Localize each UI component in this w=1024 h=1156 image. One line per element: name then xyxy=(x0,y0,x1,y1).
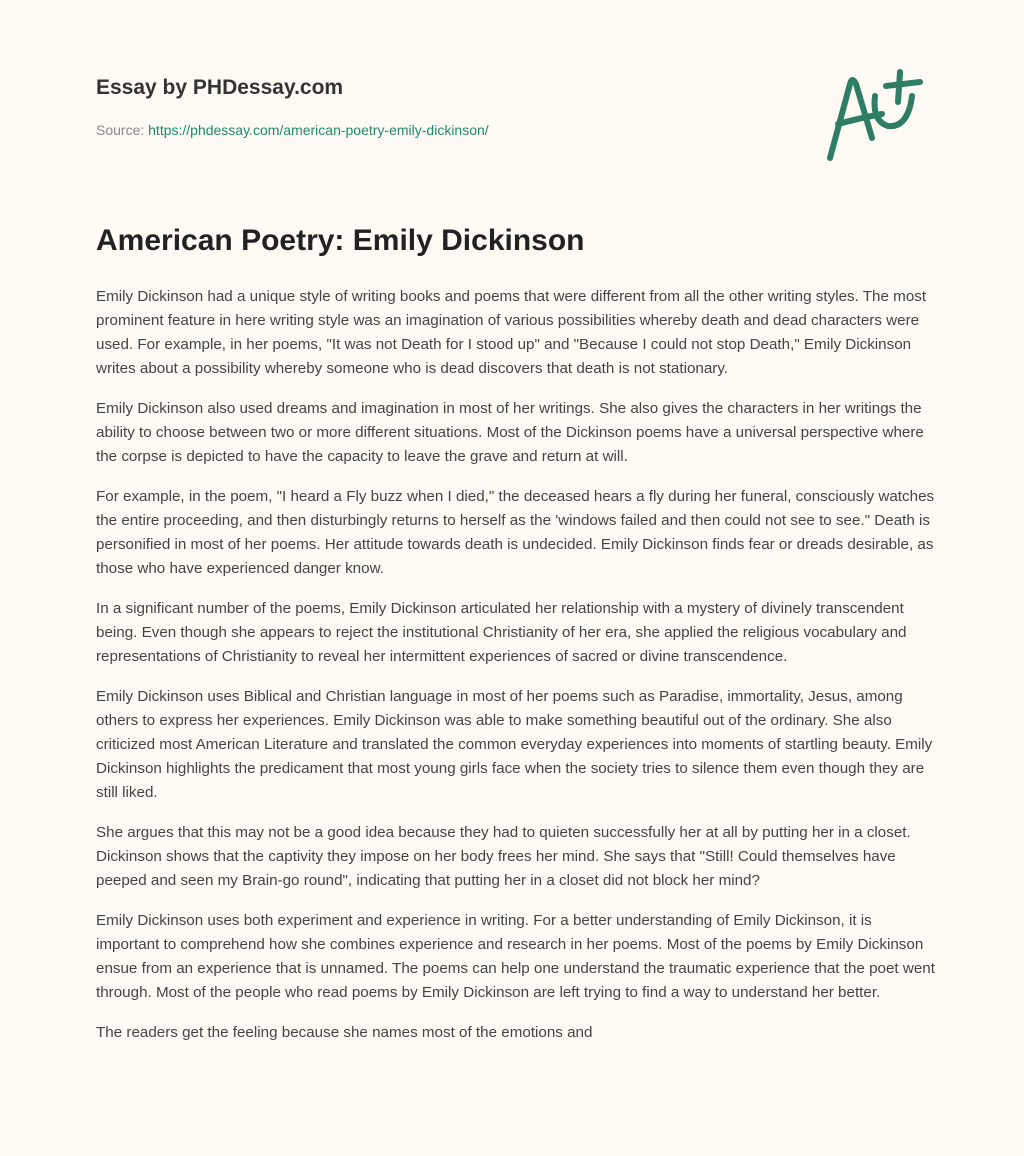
paragraph: Emily Dickinson had a unique style of writing books and poems that were different from all the other writing styles. The most prominent feature in here writing style was an imagination of various possibilities whereby death and dead characters were used. For example, in her poems, "It was not Death for I stood up" and "Because I could not stop Death," Emily Dickinson writes about a possibility whereby someone who is dead discovers that death is not stationary. xyxy=(96,288,927,377)
header xyxy=(96,76,489,138)
paragraph: Emily Dickinson uses Biblical and Christian language in most of her poems such as Paradise, immortality, Jesus, among others to express her experiences. Emily Dickinson was able to make something beautiful out of the ordinary. She also criticized most American Literature and translated the common everyday experiences into moments of startling beauty. Emily Dickinson highlights the predicament that most young girls face when the society tries to silence them even though they are still liked. xyxy=(96,688,933,801)
source-link[interactable]: https://phdessay.com/american-poetry-emily-dickinson/ xyxy=(148,122,489,138)
paragraph: In a significant number of the poems, Emily Dickinson articulated her relationship with a mystery of divinely transcendent being. Even though she appears to reject the institutional Christianity of her era, she applied the religious vocabulary and representations of Christianity to reveal her intermittent experiences of sacred or divine transcendence. xyxy=(96,600,907,665)
paragraph: For example, in the poem, "I heard a Fly buzz when I died," the deceased hears a fly during her funeral, consciously watches the entire proceeding, and then disturbingly returns to herself as the 'windows failed and then could not see to see." Death is personified in most of her poems. Her attitude towards death is undecided. Emily Dickinson finds fear or dreads desirable, as those who have experienced danger know. xyxy=(96,488,935,577)
paragraph: She argues that this may not be a good idea because they had to quieten successfully her at all by putting her in a closet. Dickinson shows that the captivity they impose on her body frees her mind. She says that "Still! Could themselves have peeped and seen my Brain-go round", indicating that putting her in a closet did not block her mind? xyxy=(96,824,911,889)
essay-body xyxy=(96,285,938,1061)
paragraph: Emily Dickinson uses both experiment and experience in writing. For a better understanding of Emily Dickinson, it is important to comprehend how she combines experience and research in her poems. Most of the poems by Emily Dickinson ensue from an experience that is unnamed. The poems can help one understand the traumatic experience that the poet went through. Most of the people who read poems by Emily Dickinson are left trying to find a way to understand her better. xyxy=(96,912,935,1001)
paragraph: The readers get the feeling because she names most of the emotions and xyxy=(96,1024,593,1041)
source-label: Source: xyxy=(96,122,145,138)
a-plus-logo-icon xyxy=(820,66,930,166)
brand-name: Essay by PHDessay.com xyxy=(96,76,344,99)
source-line xyxy=(96,122,489,138)
essay-title: American Poetry: Emily Dickinson xyxy=(96,224,585,257)
paragraph: Emily Dickinson also used dreams and imagination in most of her writings. She also gives the characters in her writings the ability to choose between two or more different situations. Most of the Dickinson poems have a universal perspective where the corpse is depicted to have the capacity to leave the grave and return at will. xyxy=(96,400,924,465)
